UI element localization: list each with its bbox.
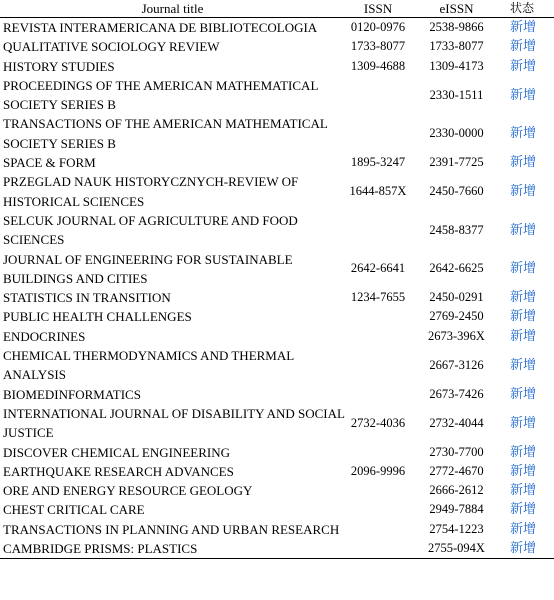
issn-cell: 2642-6641 — [350, 261, 406, 276]
add-journal-link[interactable]: 新增 — [510, 541, 537, 557]
eissn-cell: 2754-1223 — [429, 521, 484, 536]
add-journal-link[interactable]: 新增 — [510, 87, 537, 103]
table-row — [0, 76, 554, 115]
table-row — [0, 443, 554, 462]
column-header-issn: ISSN — [345, 0, 411, 18]
status-cell — [502, 172, 554, 211]
table-row — [0, 172, 554, 211]
journal-title-cell: QUALITATIVE SOCIOLOGY REVIEW — [3, 39, 220, 55]
column-header-journal-title: Journal title — [0, 0, 345, 18]
eissn-cell: 2949-7884 — [429, 502, 484, 517]
table-row — [0, 114, 554, 153]
eissn-cell: 2673-7426 — [429, 386, 484, 401]
issn-cell — [345, 346, 411, 385]
issn-cell — [345, 443, 411, 462]
journal-title-cell: HISTORY STUDIES — [3, 58, 115, 74]
status-cell — [502, 57, 554, 76]
header-row — [0, 0, 554, 18]
table-body — [0, 18, 554, 559]
add-journal-link[interactable]: 新增 — [510, 386, 537, 402]
issn-cell — [345, 327, 411, 346]
status-cell — [502, 500, 554, 519]
table-row — [0, 385, 554, 404]
add-journal-link[interactable]: 新增 — [510, 483, 537, 499]
journal-title-cell: ENDOCRINES — [3, 328, 86, 344]
journal-title-cell: DISCOVER CHEMICAL ENGINEERING — [3, 444, 231, 460]
status-cell — [502, 18, 554, 38]
status-cell — [502, 520, 554, 539]
eissn-cell: 2642-6625 — [429, 261, 484, 276]
add-journal-link[interactable]: 新增 — [510, 155, 537, 171]
table-header — [0, 0, 554, 18]
status-cell — [502, 211, 554, 250]
table-row — [0, 57, 554, 76]
eissn-cell: 1733-8077 — [429, 39, 484, 54]
add-journal-link[interactable]: 新增 — [510, 184, 537, 200]
journal-title-cell: INTERNATIONAL JOURNAL OF DISABILITY AND SOCIAL JUSTICE — [3, 405, 345, 441]
journal-title-cell: ORE AND ENERGY RESOURCE GEOLOGY — [3, 483, 253, 499]
status-cell — [502, 114, 554, 153]
issn-cell: 1309-4688 — [350, 58, 406, 73]
add-journal-link[interactable]: 新增 — [510, 58, 537, 74]
eissn-cell: 2330-0000 — [429, 126, 484, 141]
issn-cell — [345, 481, 411, 500]
add-journal-link[interactable]: 新增 — [510, 521, 537, 537]
eissn-cell: 2450-0291 — [429, 290, 484, 305]
issn-cell: 1234-7655 — [350, 290, 406, 305]
issn-cell — [345, 539, 411, 559]
eissn-cell: 2667-3126 — [429, 357, 484, 372]
journal-title-cell: PUBLIC HEALTH CHALLENGES — [3, 309, 192, 325]
journal-title-cell: PROCEEDINGS OF THE AMERICAN MATHEMATICAL SOCIETY SERIES B — [3, 77, 318, 113]
add-journal-link[interactable]: 新增 — [510, 126, 537, 142]
journal-title-cell: JOURNAL OF ENGINEERING FOR SUSTAINABLE BUILDINGS AND CITIES — [3, 251, 293, 286]
journal-title-cell: SPACE & FORM — [3, 155, 96, 171]
table-row — [0, 37, 554, 56]
table-row — [0, 211, 554, 250]
journal-title-cell: CAMBRIDGE PRISMS: PLASTICS — [0, 539, 345, 559]
journal-title-cell: PRZEGLAD NAUK HISTORYCZNYCH-REVIEW OF HISTORICAL SCIENCES — [3, 174, 299, 209]
issn-cell: 2732-4036 — [350, 415, 406, 430]
journal-title-cell: REVISTA INTERAMERICANA DE BIBLIOTECOLOGIA — [3, 20, 318, 35]
add-journal-link[interactable]: 新增 — [510, 502, 537, 518]
eissn-cell: 2450-7660 — [429, 184, 484, 199]
table-row — [0, 500, 554, 519]
issn-cell: 1644-857X — [349, 184, 407, 199]
add-journal-link[interactable]: 新增 — [510, 39, 537, 55]
status-cell — [502, 307, 554, 326]
status-cell — [502, 404, 554, 443]
table-row — [0, 462, 554, 481]
eissn-cell: 2730-7700 — [429, 444, 484, 459]
issn-cell — [345, 114, 411, 153]
journal-title-cell: STATISTICS IN TRANSITION — [3, 290, 171, 306]
status-cell — [502, 37, 554, 56]
add-journal-link[interactable]: 新增 — [510, 20, 537, 35]
add-journal-link[interactable]: 新增 — [510, 261, 537, 277]
table-row — [0, 307, 554, 326]
journal-title-cell: CHEMICAL THERMODYNAMICS AND THERMAL ANALYSIS — [3, 348, 294, 383]
issn-cell — [345, 385, 411, 404]
table-row — [0, 327, 554, 346]
table-row — [0, 539, 554, 559]
issn-cell — [345, 500, 411, 519]
status-cell — [502, 481, 554, 500]
table-row — [0, 346, 554, 385]
column-header-status: 状态 — [502, 0, 554, 18]
table-row — [0, 481, 554, 500]
eissn-cell: 2755-094X — [411, 539, 502, 559]
journal-title-cell: TRANSACTIONS IN PLANNING AND URBAN RESEARCH — [3, 521, 340, 537]
status-cell — [502, 327, 554, 346]
table-row — [0, 250, 554, 289]
journal-title-cell: TRANSACTIONS OF THE AMERICAN MATHEMATICAL SOCIETY SERIES B — [3, 116, 328, 151]
add-journal-link[interactable]: 新增 — [510, 222, 537, 238]
add-journal-link[interactable]: 新增 — [510, 463, 537, 479]
eissn-cell: 2732-4044 — [429, 415, 484, 430]
issn-cell: 1733-8077 — [350, 39, 406, 54]
eissn-cell: 2769-2450 — [429, 309, 484, 324]
status-cell — [502, 288, 554, 307]
issn-cell: 1895-3247 — [350, 155, 406, 170]
status-cell — [502, 462, 554, 481]
journal-title-cell: EARTHQUAKE RESEARCH ADVANCES — [3, 463, 234, 479]
table-row — [0, 288, 554, 307]
eissn-cell: 2538-9866 — [429, 20, 484, 34]
eissn-cell: 2673-396X — [428, 328, 485, 343]
issn-cell — [345, 520, 411, 539]
status-cell — [502, 250, 554, 289]
issn-cell — [345, 76, 411, 115]
table-row — [0, 18, 554, 38]
status-cell — [502, 385, 554, 404]
add-journal-link[interactable]: 新增 — [510, 290, 537, 306]
eissn-cell: 2772-4670 — [429, 463, 484, 478]
column-header-eissn: eISSN — [411, 0, 502, 18]
table-row — [0, 520, 554, 539]
status-cell — [502, 153, 554, 172]
journal-title-cell: CHEST CRITICAL CARE — [3, 502, 145, 518]
issn-cell: 2096-9996 — [350, 463, 406, 478]
table-row — [0, 404, 554, 443]
add-journal-link[interactable]: 新增 — [510, 444, 537, 460]
status-cell — [502, 539, 554, 559]
status-cell — [502, 346, 554, 385]
add-journal-link[interactable]: 新增 — [510, 357, 537, 373]
add-journal-link[interactable]: 新增 — [510, 309, 537, 325]
table-row — [0, 153, 554, 172]
eissn-cell: 2458-8377 — [429, 222, 484, 237]
add-journal-link[interactable]: 新增 — [510, 328, 537, 344]
journal-title-cell: BIOMEDINFORMATICS — [3, 386, 141, 402]
issn-cell — [345, 211, 411, 250]
journal-title-cell: SELCUK JOURNAL OF AGRICULTURE AND FOOD SCIENCES — [3, 212, 298, 248]
eissn-cell: 2391-7725 — [429, 155, 484, 170]
issn-cell — [345, 307, 411, 326]
issn-cell: 0120-0976 — [350, 20, 406, 34]
eissn-cell: 2666-2612 — [429, 483, 484, 498]
status-cell — [502, 443, 554, 462]
add-journal-link[interactable]: 新增 — [510, 415, 537, 431]
status-cell — [502, 76, 554, 115]
eissn-cell: 1309-4173 — [429, 58, 484, 73]
eissn-cell: 2330-1511 — [429, 87, 484, 102]
